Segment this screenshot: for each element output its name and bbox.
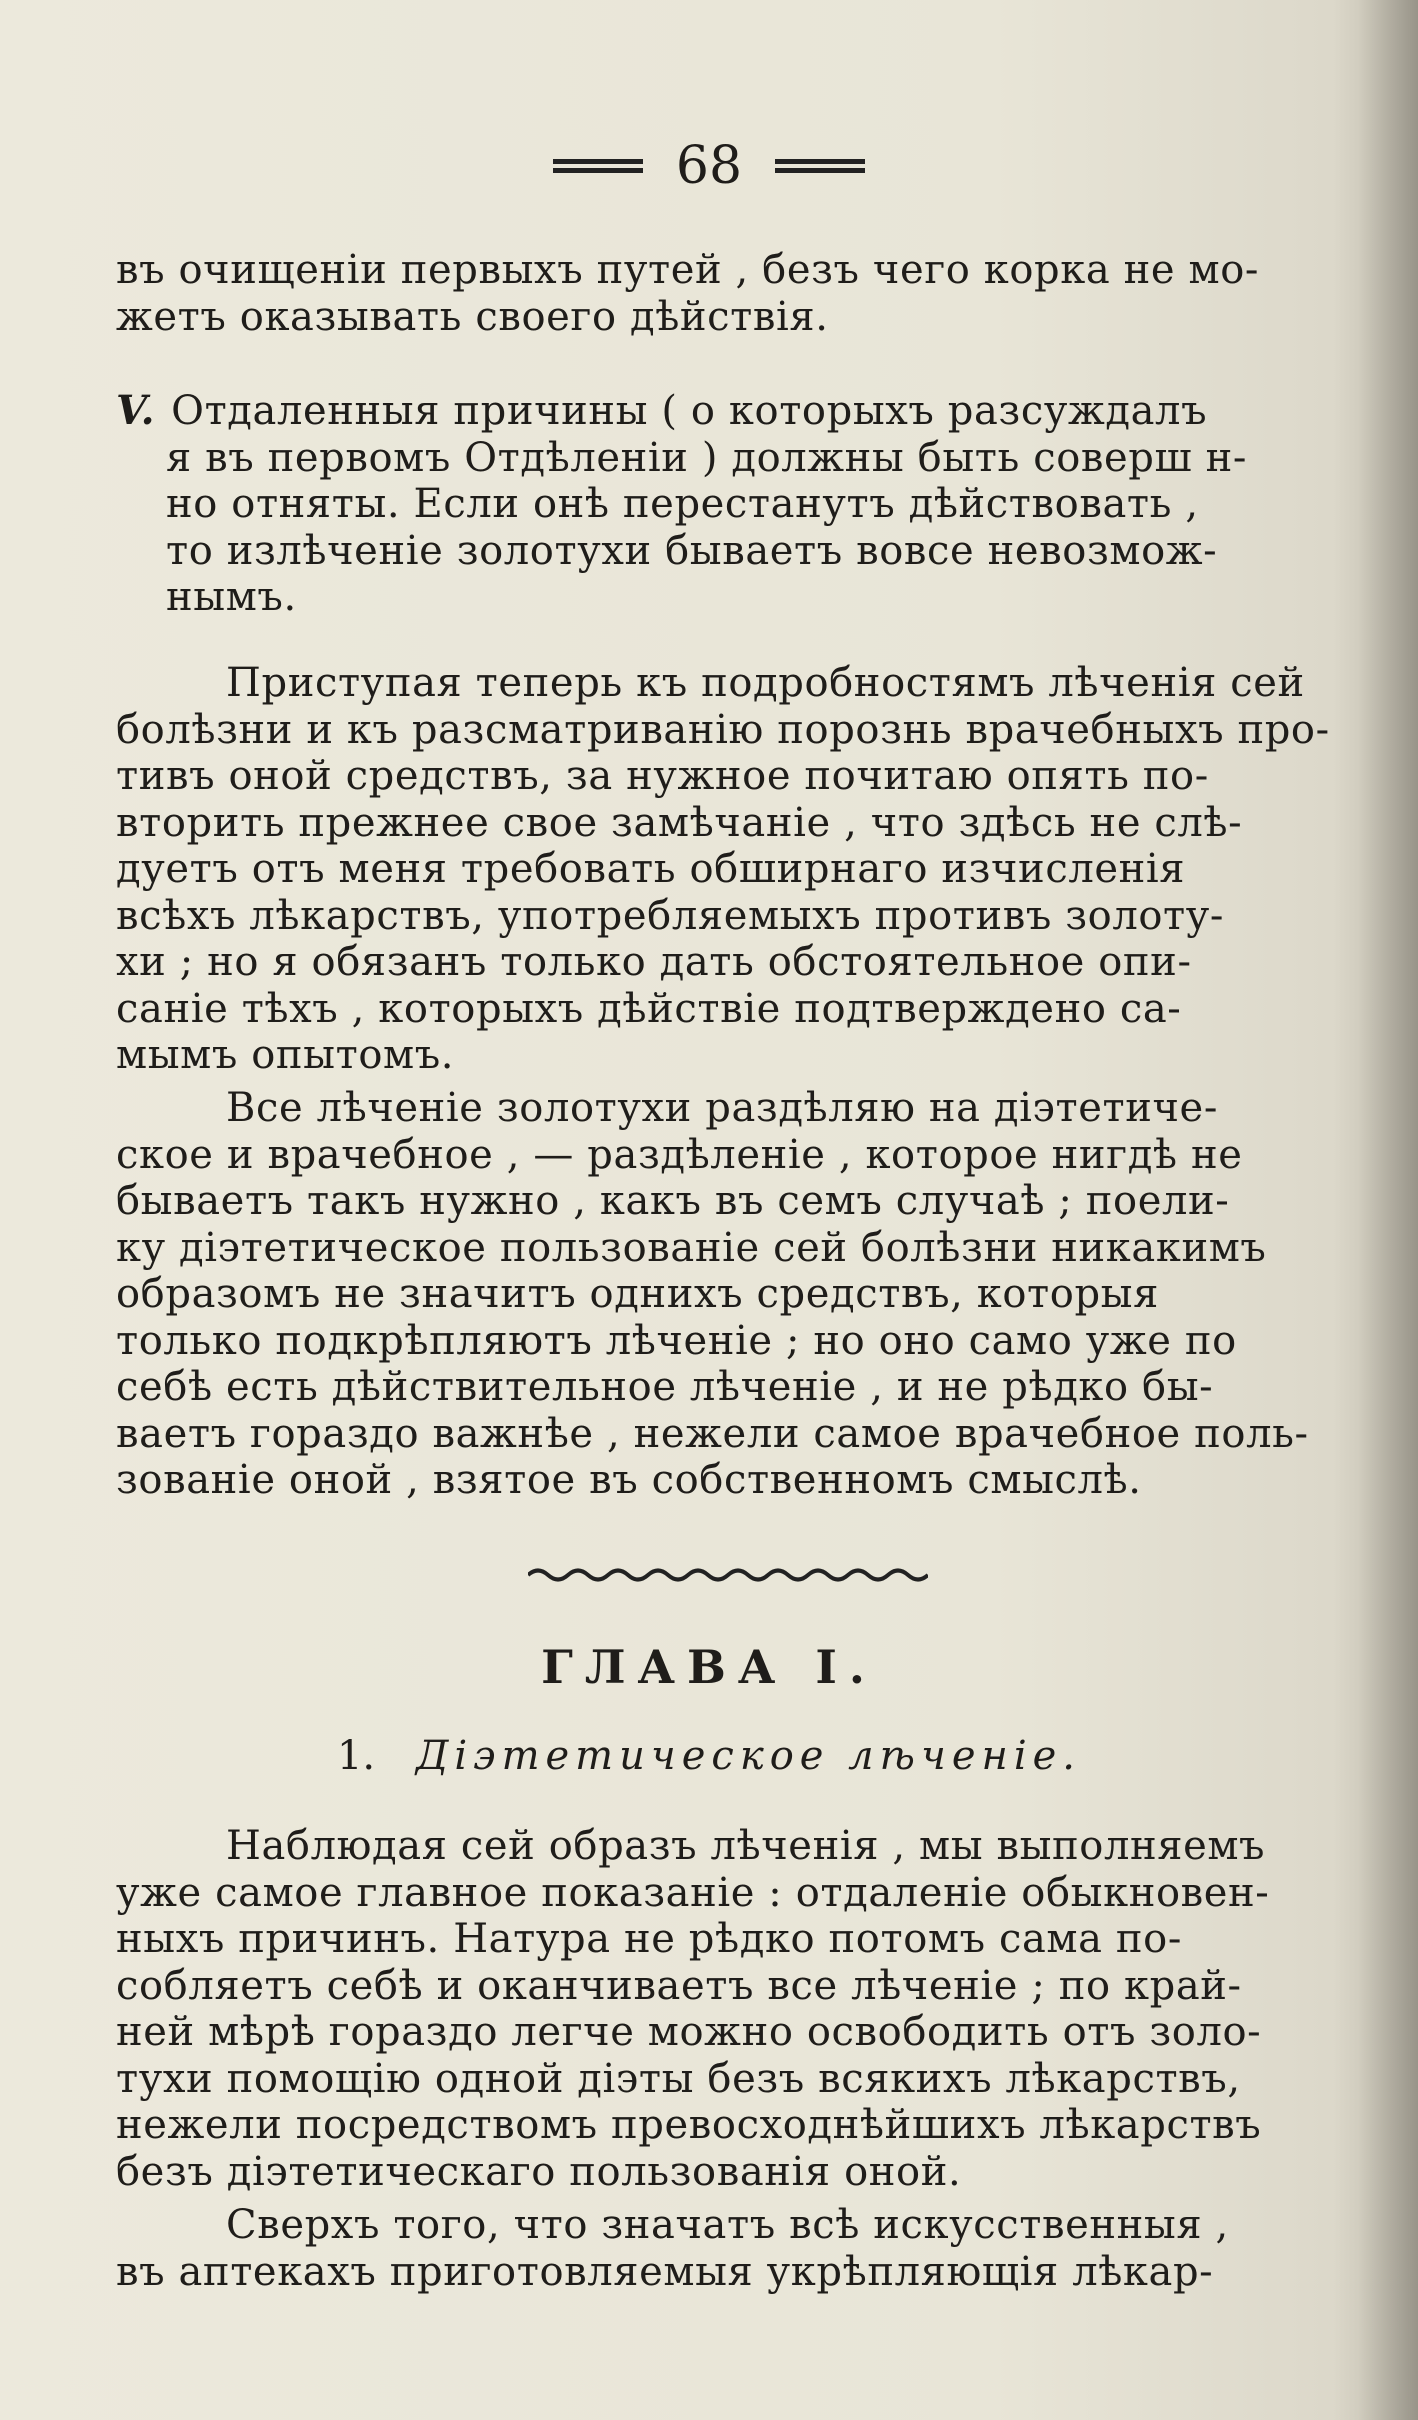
- text-line: только подкрѣпляютъ лѣченіе ; но оно само уже по: [116, 1317, 1237, 1364]
- text-line: [116, 1823, 1366, 1870]
- text-line-content: нымъ.: [166, 574, 297, 620]
- item-marker: V.: [116, 387, 156, 434]
- paragraph-continuation: [116, 247, 1366, 340]
- text-line-content: то излѣченіе золотухи бываетъ вовсе невозмож-: [166, 527, 1218, 574]
- text-line-content: Все лѣченіе золотухи раздѣляю на діэтетиче-: [226, 1085, 1218, 1131]
- text-line-content: Наблюдая сей образъ лѣченія , мы выполняемъ: [226, 1823, 1266, 1869]
- text-line: [116, 574, 1366, 621]
- text-line: всѣхъ лѣкарствъ, употребляемыхъ противъ золоту-: [116, 892, 1225, 939]
- text-line: [116, 660, 1366, 707]
- text-line-content: Отдаленныя причины ( о которыхъ разсуждалъ: [171, 388, 1208, 434]
- page-header: [0, 136, 1418, 220]
- paragraph-moreover: [116, 2202, 1366, 2295]
- text-line: ныхъ причинъ. Натура не рѣдко потомъ сама по-: [116, 1916, 1182, 1962]
- text-line: ское и врачебное , — раздѣленіе , которое нигдѣ не: [116, 1131, 1243, 1178]
- text-line: дуетъ отъ меня требовать обширнаго изчисленія: [116, 846, 1186, 892]
- text-line: [116, 1085, 1366, 1132]
- text-line: въ аптекахъ приготовляемыя укрѣпляющія лѣкар-: [116, 2248, 1214, 2295]
- text-line: тухи помощію одной діэты безъ всякихъ лѣкарствъ,: [116, 2055, 1241, 2102]
- header-rule-right: [775, 159, 865, 173]
- section-number: 1.: [336, 1733, 376, 1779]
- text-line: зованіе оной , взятое въ собственномъ смыслѣ.: [116, 1457, 1142, 1503]
- text-line: собляетъ себѣ и оканчиваетъ все лѣченіе ; по край-: [116, 1962, 1242, 2009]
- text-line: мымъ опытомъ.: [116, 1032, 455, 1078]
- text-line: [116, 528, 1366, 575]
- text-line: жетъ оказывать своего дѣйствія.: [116, 293, 829, 340]
- text-line-content: но отняты. Если онѣ перестанутъ дѣйствовать ,: [166, 481, 1199, 527]
- paragraph-approach: [116, 660, 1366, 1079]
- text-line: ней мѣрѣ гораздо легче можно освободить отъ золо-: [116, 2009, 1262, 2055]
- text-line: саніе тѣхъ , которыхъ дѣйствіе подтверждено са-: [116, 985, 1182, 1032]
- text-line: [116, 388, 1366, 435]
- text-line: [116, 481, 1366, 528]
- text-line: [116, 435, 1366, 482]
- text-line: уже самое главное показаніе : отдаленіе обыкновен-: [116, 1869, 1270, 1916]
- page-spine-shadow: [1358, 0, 1418, 2420]
- text-line-content: Сверхъ того, что значатъ всѣ искусственныя ,: [226, 2202, 1229, 2248]
- page-number: 68: [675, 136, 743, 196]
- paragraph-treatment-division: [116, 1085, 1366, 1504]
- text-line: ваетъ гораздо важнѣе , нежели самое врачебное поль-: [116, 1410, 1309, 1457]
- paragraph-item-v: [116, 388, 1366, 621]
- section-title: Діэтетическое лѣченіе.: [415, 1733, 1082, 1779]
- section-heading: [0, 1733, 1418, 1779]
- text-line-content: Приступая теперь къ подробностямъ лѣченія сей: [226, 660, 1305, 706]
- wave-divider: [528, 1566, 928, 1584]
- paragraph-observing: [116, 1823, 1366, 2195]
- text-line: безъ діэтетическаго пользованія оной.: [116, 2148, 962, 2195]
- text-line: тивъ оной средствъ, за нужное почитаю опять по-: [116, 753, 1209, 799]
- text-line: въ очищеніи первыхъ путей , безъ чего корка не мо-: [116, 247, 1259, 293]
- text-line: болѣзни и къ разсматриванію порознь врачебныхъ про-: [116, 706, 1330, 753]
- text-line: бываетъ такъ нужно , какъ въ семъ случаѣ ; поели-: [116, 1178, 1230, 1224]
- header-rule-left: [553, 159, 643, 173]
- text-line: нежели посредствомъ превосходнѣйшихъ лѣкарствъ: [116, 2102, 1262, 2148]
- text-line: ку діэтетическое пользованіе сей болѣзни никакимъ: [116, 1224, 1267, 1271]
- chapter-title: ГЛАВА I.: [541, 1640, 877, 1694]
- text-line: хи ; но я обязанъ только дать обстоятельное опи-: [116, 939, 1192, 985]
- text-line-content: я въ первомъ Отдѣленіи ) должны быть соверш н-: [166, 434, 1247, 481]
- text-line: [116, 2202, 1366, 2249]
- text-line: образомъ не значитъ однихъ средствъ, которыя: [116, 1271, 1159, 1317]
- text-line: вторить прежнее свое замѣчаніе , что здѣсь не слѣ-: [116, 799, 1243, 846]
- text-line: себѣ есть дѣйствительное лѣченіе , и не рѣдко бы-: [116, 1364, 1214, 1410]
